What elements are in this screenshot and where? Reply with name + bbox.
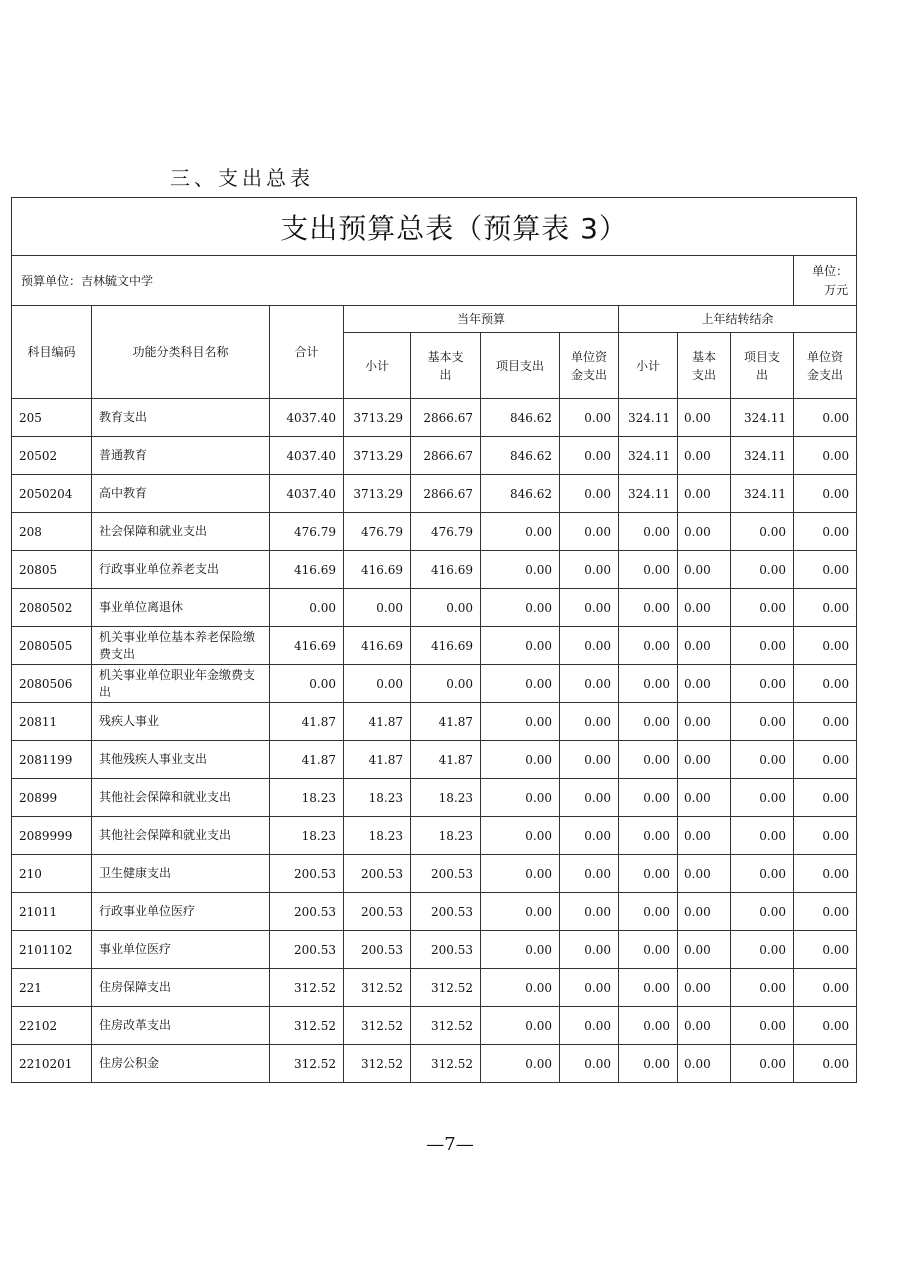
row-prior-subtotal: 0.00 <box>619 1045 678 1083</box>
row-current-subtotal: 3713.29 <box>344 437 411 475</box>
row-current-unit-fund: 0.00 <box>560 969 619 1007</box>
expenditure-summary-table <box>11 197 857 1083</box>
row-name: 卫生健康支出 <box>92 855 270 893</box>
row-prior-project: 0.00 <box>731 665 794 703</box>
row-prior-project: 0.00 <box>731 741 794 779</box>
row-name: 高中教育 <box>92 475 270 513</box>
row-current-unit-fund: 0.00 <box>560 1007 619 1045</box>
row-total: 4037.40 <box>270 437 344 475</box>
row-name: 行政事业单位养老支出 <box>92 551 270 589</box>
row-name: 机关事业单位职业年金缴费支出 <box>92 665 270 703</box>
header-prior-basic: 基本支出 <box>678 333 731 399</box>
row-prior-basic: 0.00 <box>678 1045 731 1083</box>
row-prior-unit-fund: 0.00 <box>794 893 857 931</box>
row-prior-subtotal: 0.00 <box>619 513 678 551</box>
row-current-unit-fund: 0.00 <box>560 931 619 969</box>
row-current-project: 0.00 <box>481 1045 560 1083</box>
row-current-unit-fund: 0.00 <box>560 513 619 551</box>
row-prior-basic: 0.00 <box>678 627 731 665</box>
row-prior-project: 0.00 <box>731 513 794 551</box>
row-total: 0.00 <box>270 665 344 703</box>
row-prior-subtotal: 0.00 <box>619 855 678 893</box>
table-row <box>12 779 857 817</box>
row-prior-unit-fund: 0.00 <box>794 475 857 513</box>
header-current-year-group: 当年预算 <box>344 306 619 333</box>
row-prior-subtotal: 0.00 <box>619 703 678 741</box>
row-prior-unit-fund: 0.00 <box>794 1007 857 1045</box>
row-current-basic: 18.23 <box>411 779 481 817</box>
row-name: 教育支出 <box>92 399 270 437</box>
row-code: 2050204 <box>12 475 92 513</box>
row-prior-project: 0.00 <box>731 779 794 817</box>
row-prior-unit-fund: 0.00 <box>794 741 857 779</box>
row-current-basic: 416.69 <box>411 551 481 589</box>
row-prior-subtotal: 0.00 <box>619 665 678 703</box>
row-current-unit-fund: 0.00 <box>560 893 619 931</box>
row-name: 住房改革支出 <box>92 1007 270 1045</box>
header-total: 合计 <box>270 306 344 399</box>
section-title: 三、支出总表 <box>170 166 314 190</box>
expenditure-summary-table-container <box>11 197 856 1083</box>
row-current-basic: 312.52 <box>411 969 481 1007</box>
row-code: 21011 <box>12 893 92 931</box>
row-current-project: 0.00 <box>481 931 560 969</box>
row-prior-unit-fund: 0.00 <box>794 399 857 437</box>
row-name: 残疾人事业 <box>92 703 270 741</box>
header-current-subtotal: 小计 <box>344 333 411 399</box>
row-current-project: 0.00 <box>481 855 560 893</box>
header-current-unit-fund: 单位资金支出 <box>560 333 619 399</box>
row-total: 4037.40 <box>270 475 344 513</box>
row-current-subtotal: 0.00 <box>344 665 411 703</box>
row-current-project: 0.00 <box>481 703 560 741</box>
row-current-basic: 416.69 <box>411 627 481 665</box>
row-prior-subtotal: 0.00 <box>619 551 678 589</box>
row-current-project: 846.62 <box>481 399 560 437</box>
header-prior-project: 项目支出 <box>731 333 794 399</box>
row-current-project: 846.62 <box>481 437 560 475</box>
row-prior-project: 0.00 <box>731 931 794 969</box>
currency-unit <box>794 256 857 306</box>
table-row <box>12 437 857 475</box>
row-name: 其他社会保障和就业支出 <box>92 779 270 817</box>
table-row <box>12 1007 857 1045</box>
row-current-project: 0.00 <box>481 513 560 551</box>
row-prior-unit-fund: 0.00 <box>794 627 857 665</box>
row-code: 2080506 <box>12 665 92 703</box>
row-current-unit-fund: 0.00 <box>560 1045 619 1083</box>
row-prior-basic: 0.00 <box>678 817 731 855</box>
row-current-unit-fund: 0.00 <box>560 665 619 703</box>
row-prior-unit-fund: 0.00 <box>794 931 857 969</box>
row-code: 2081199 <box>12 741 92 779</box>
row-current-subtotal: 200.53 <box>344 855 411 893</box>
row-code: 2080502 <box>12 589 92 627</box>
row-current-subtotal: 0.00 <box>344 589 411 627</box>
row-total: 41.87 <box>270 741 344 779</box>
row-current-project: 846.62 <box>481 475 560 513</box>
row-current-basic: 2866.67 <box>411 437 481 475</box>
row-code: 2210201 <box>12 1045 92 1083</box>
row-prior-unit-fund: 0.00 <box>794 437 857 475</box>
row-code: 20502 <box>12 437 92 475</box>
row-prior-unit-fund: 0.00 <box>794 589 857 627</box>
row-current-basic: 18.23 <box>411 817 481 855</box>
row-name: 行政事业单位医疗 <box>92 893 270 931</box>
row-current-subtotal: 312.52 <box>344 1045 411 1083</box>
row-current-basic: 200.53 <box>411 855 481 893</box>
header-current-basic: 基本支出 <box>411 333 481 399</box>
row-prior-project: 324.11 <box>731 399 794 437</box>
table-row <box>12 399 857 437</box>
row-current-basic: 0.00 <box>411 665 481 703</box>
row-current-project: 0.00 <box>481 627 560 665</box>
row-prior-subtotal: 0.00 <box>619 817 678 855</box>
row-current-project: 0.00 <box>481 741 560 779</box>
row-current-basic: 41.87 <box>411 703 481 741</box>
row-code: 22102 <box>12 1007 92 1045</box>
row-prior-project: 0.00 <box>731 817 794 855</box>
row-prior-subtotal: 0.00 <box>619 779 678 817</box>
row-current-subtotal: 416.69 <box>344 627 411 665</box>
row-current-unit-fund: 0.00 <box>560 589 619 627</box>
row-current-project: 0.00 <box>481 1007 560 1045</box>
row-current-unit-fund: 0.00 <box>560 551 619 589</box>
row-total: 200.53 <box>270 855 344 893</box>
row-name: 普通教育 <box>92 437 270 475</box>
header-code: 科目编码 <box>12 306 92 399</box>
row-current-unit-fund: 0.00 <box>560 437 619 475</box>
row-current-subtotal: 200.53 <box>344 893 411 931</box>
row-name: 社会保障和就业支出 <box>92 513 270 551</box>
row-current-subtotal: 41.87 <box>344 741 411 779</box>
header-prior-subtotal: 小计 <box>619 333 678 399</box>
row-prior-project: 0.00 <box>731 969 794 1007</box>
table-row <box>12 551 857 589</box>
row-prior-basic: 0.00 <box>678 513 731 551</box>
row-prior-basic: 0.00 <box>678 855 731 893</box>
row-prior-basic: 0.00 <box>678 437 731 475</box>
row-name: 其他社会保障和就业支出 <box>92 817 270 855</box>
row-current-basic: 2866.67 <box>411 475 481 513</box>
table-row <box>12 627 857 665</box>
row-current-unit-fund: 0.00 <box>560 855 619 893</box>
row-current-subtotal: 18.23 <box>344 779 411 817</box>
row-current-subtotal: 312.52 <box>344 969 411 1007</box>
row-total: 476.79 <box>270 513 344 551</box>
row-current-unit-fund: 0.00 <box>560 817 619 855</box>
row-current-project: 0.00 <box>481 893 560 931</box>
row-prior-unit-fund: 0.00 <box>794 779 857 817</box>
row-prior-project: 0.00 <box>731 1045 794 1083</box>
row-current-unit-fund: 0.00 <box>560 741 619 779</box>
header-name: 功能分类科目名称 <box>92 306 270 399</box>
row-current-unit-fund: 0.00 <box>560 399 619 437</box>
unit-label: 单位： <box>812 263 849 278</box>
row-prior-subtotal: 324.11 <box>619 437 678 475</box>
row-current-basic: 312.52 <box>411 1045 481 1083</box>
row-prior-subtotal: 0.00 <box>619 893 678 931</box>
row-current-subtotal: 312.52 <box>344 1007 411 1045</box>
row-prior-unit-fund: 0.00 <box>794 855 857 893</box>
row-current-project: 0.00 <box>481 817 560 855</box>
row-prior-project: 0.00 <box>731 855 794 893</box>
row-code: 2089999 <box>12 817 92 855</box>
row-total: 200.53 <box>270 893 344 931</box>
row-prior-project: 0.00 <box>731 703 794 741</box>
row-prior-project: 0.00 <box>731 1007 794 1045</box>
row-current-unit-fund: 0.00 <box>560 475 619 513</box>
row-prior-project: 324.11 <box>731 475 794 513</box>
header-prior-year-group: 上年结转结余 <box>619 306 857 333</box>
row-total: 200.53 <box>270 931 344 969</box>
table-row <box>12 513 857 551</box>
row-prior-subtotal: 0.00 <box>619 741 678 779</box>
row-current-unit-fund: 0.00 <box>560 703 619 741</box>
row-prior-basic: 0.00 <box>678 399 731 437</box>
row-total: 0.00 <box>270 589 344 627</box>
row-current-subtotal: 3713.29 <box>344 475 411 513</box>
row-name: 住房公积金 <box>92 1045 270 1083</box>
row-current-unit-fund: 0.00 <box>560 779 619 817</box>
row-name: 住房保障支出 <box>92 969 270 1007</box>
row-total: 18.23 <box>270 817 344 855</box>
table-row <box>12 1045 857 1083</box>
row-current-basic: 476.79 <box>411 513 481 551</box>
row-total: 41.87 <box>270 703 344 741</box>
row-prior-project: 0.00 <box>731 627 794 665</box>
row-current-project: 0.00 <box>481 551 560 589</box>
row-current-subtotal: 200.53 <box>344 931 411 969</box>
row-total: 416.69 <box>270 627 344 665</box>
row-prior-unit-fund: 0.00 <box>794 513 857 551</box>
row-total: 416.69 <box>270 551 344 589</box>
table-title: 支出预算总表（预算表 3） <box>12 198 857 256</box>
table-row <box>12 855 857 893</box>
row-prior-basic: 0.00 <box>678 969 731 1007</box>
row-code: 2080505 <box>12 627 92 665</box>
row-prior-basic: 0.00 <box>678 665 731 703</box>
row-code: 205 <box>12 399 92 437</box>
row-current-subtotal: 18.23 <box>344 817 411 855</box>
row-current-project: 0.00 <box>481 665 560 703</box>
row-prior-basic: 0.00 <box>678 1007 731 1045</box>
row-prior-basic: 0.00 <box>678 741 731 779</box>
row-prior-basic: 0.00 <box>678 779 731 817</box>
table-row <box>12 475 857 513</box>
row-code: 20805 <box>12 551 92 589</box>
row-name: 机关事业单位基本养老保险缴费支出 <box>92 627 270 665</box>
row-prior-basic: 0.00 <box>678 589 731 627</box>
row-current-basic: 2866.67 <box>411 399 481 437</box>
row-prior-project: 0.00 <box>731 551 794 589</box>
row-prior-unit-fund: 0.00 <box>794 665 857 703</box>
row-total: 18.23 <box>270 779 344 817</box>
page-number: —7— <box>426 1134 474 1155</box>
row-code: 221 <box>12 969 92 1007</box>
row-prior-project: 324.11 <box>731 437 794 475</box>
unit-value: 万元 <box>824 282 849 297</box>
row-current-project: 0.00 <box>481 589 560 627</box>
row-code: 208 <box>12 513 92 551</box>
table-row <box>12 703 857 741</box>
row-code: 20899 <box>12 779 92 817</box>
row-prior-subtotal: 0.00 <box>619 969 678 1007</box>
row-total: 312.52 <box>270 1045 344 1083</box>
table-row <box>12 817 857 855</box>
row-prior-subtotal: 0.00 <box>619 627 678 665</box>
row-name: 事业单位医疗 <box>92 931 270 969</box>
row-current-basic: 41.87 <box>411 741 481 779</box>
row-code: 2101102 <box>12 931 92 969</box>
row-prior-basic: 0.00 <box>678 893 731 931</box>
row-prior-subtotal: 0.00 <box>619 1007 678 1045</box>
row-total: 312.52 <box>270 969 344 1007</box>
table-row <box>12 931 857 969</box>
row-prior-basic: 0.00 <box>678 703 731 741</box>
budget-unit: 预算单位：吉林毓文中学 <box>12 256 794 306</box>
row-prior-project: 0.00 <box>731 589 794 627</box>
row-current-subtotal: 416.69 <box>344 551 411 589</box>
row-prior-unit-fund: 0.00 <box>794 817 857 855</box>
row-current-subtotal: 3713.29 <box>344 399 411 437</box>
table-row <box>12 969 857 1007</box>
row-current-basic: 200.53 <box>411 893 481 931</box>
row-current-subtotal: 41.87 <box>344 703 411 741</box>
row-prior-subtotal: 0.00 <box>619 931 678 969</box>
row-code: 20811 <box>12 703 92 741</box>
table-row <box>12 741 857 779</box>
table-row <box>12 893 857 931</box>
row-name: 事业单位离退休 <box>92 589 270 627</box>
row-current-subtotal: 476.79 <box>344 513 411 551</box>
table-row <box>12 665 857 703</box>
row-code: 210 <box>12 855 92 893</box>
row-total: 312.52 <box>270 1007 344 1045</box>
row-prior-unit-fund: 0.00 <box>794 551 857 589</box>
row-name: 其他残疾人事业支出 <box>92 741 270 779</box>
row-prior-project: 0.00 <box>731 893 794 931</box>
row-prior-unit-fund: 0.00 <box>794 703 857 741</box>
row-prior-subtotal: 0.00 <box>619 589 678 627</box>
row-prior-basic: 0.00 <box>678 475 731 513</box>
row-prior-unit-fund: 0.00 <box>794 969 857 1007</box>
table-row <box>12 589 857 627</box>
row-current-basic: 312.52 <box>411 1007 481 1045</box>
row-current-project: 0.00 <box>481 779 560 817</box>
row-prior-basic: 0.00 <box>678 551 731 589</box>
header-prior-unit-fund: 单位资金支出 <box>794 333 857 399</box>
row-current-unit-fund: 0.00 <box>560 627 619 665</box>
row-current-basic: 200.53 <box>411 931 481 969</box>
header-current-project: 项目支出 <box>481 333 560 399</box>
row-prior-subtotal: 324.11 <box>619 399 678 437</box>
row-total: 4037.40 <box>270 399 344 437</box>
row-current-project: 0.00 <box>481 969 560 1007</box>
row-prior-basic: 0.00 <box>678 931 731 969</box>
row-prior-subtotal: 324.11 <box>619 475 678 513</box>
row-prior-unit-fund: 0.00 <box>794 1045 857 1083</box>
row-current-basic: 0.00 <box>411 589 481 627</box>
